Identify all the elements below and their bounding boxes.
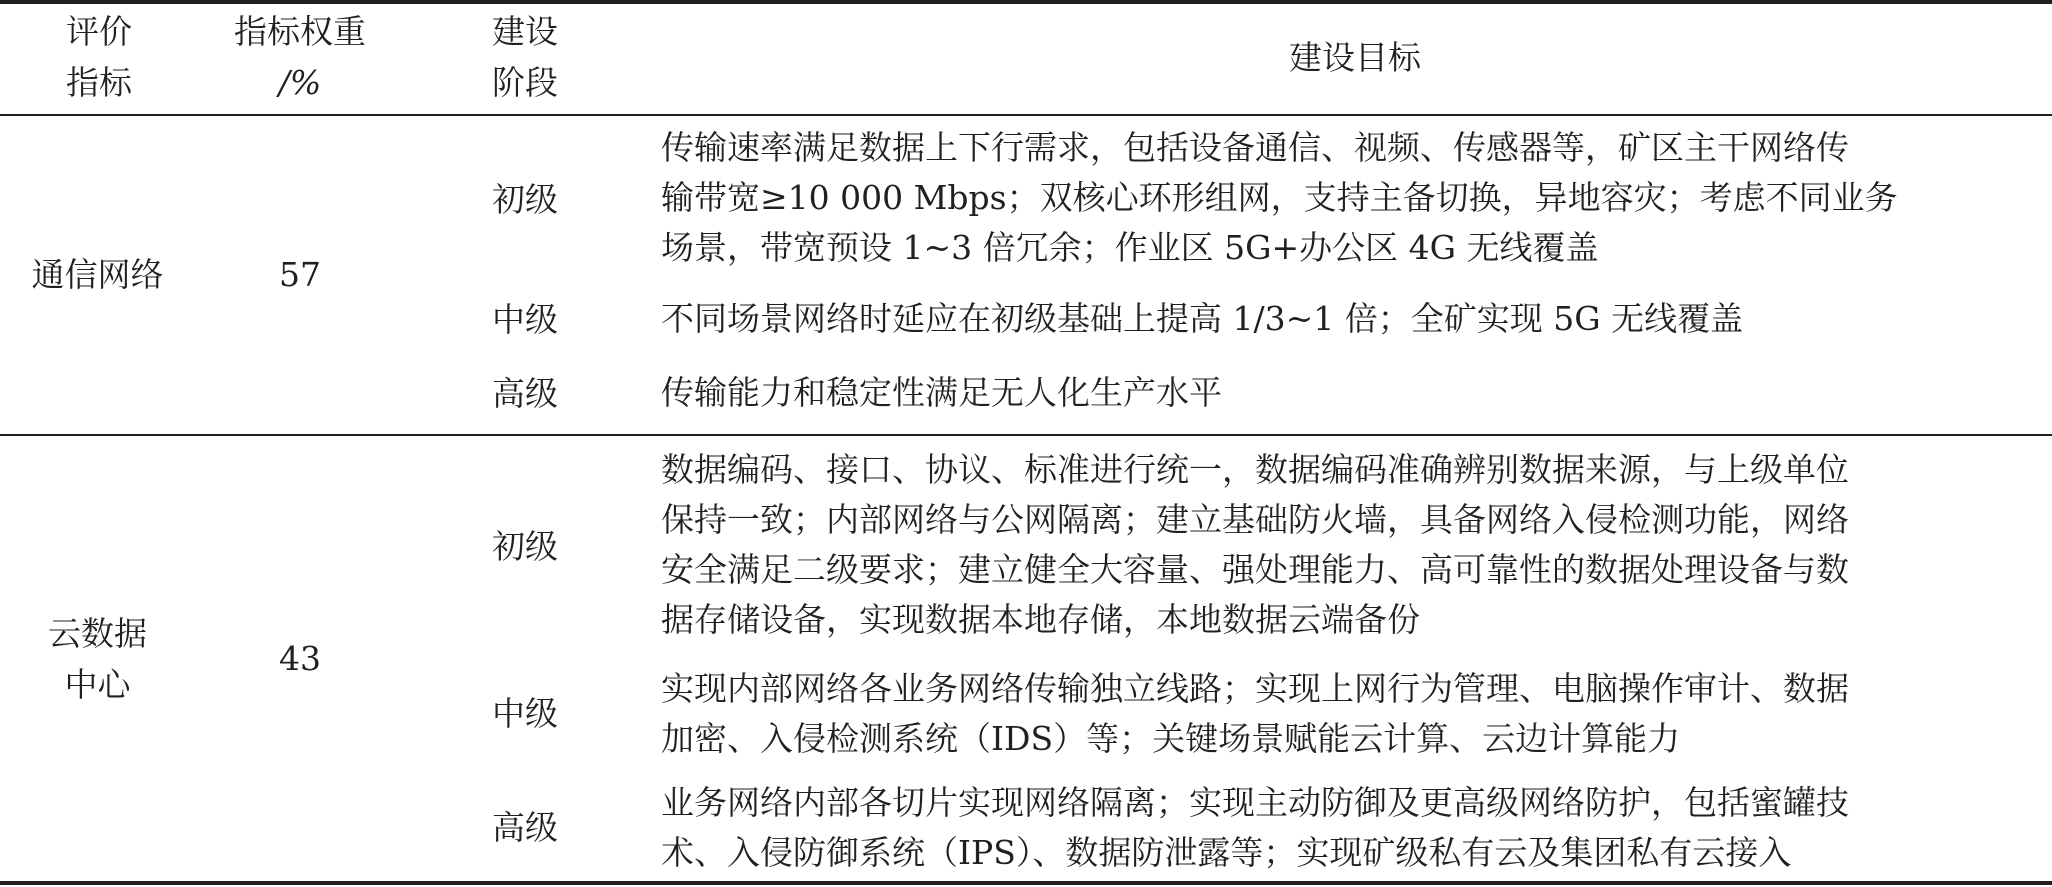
header-indicator <box>34 6 164 108</box>
row-indicator-cloud-line1: 云数据 <box>48 614 147 653</box>
header-weight <box>210 6 390 108</box>
row-indicator-comm <box>0 249 195 300</box>
header-weight-line1: 指标权重 <box>234 12 366 51</box>
goal-line: 传输能力和稳定性满足无人化生产水平 <box>661 373 1222 412</box>
row-indicator-cloud-line2: 中心 <box>64 665 131 704</box>
header-indicator-line1: 评价 <box>66 12 132 51</box>
header-stage <box>470 6 580 108</box>
header-goal: 建设目标 <box>1289 38 1421 77</box>
goal-line: 据存储设备，实现数据本地存储，本地数据云端备份 <box>661 600 1420 639</box>
goal-line: 加密、入侵检测系统（IDS）等；关键场景赋能云计算、云边计算能力 <box>661 719 1681 758</box>
header-indicator-line2: 指标 <box>66 63 132 102</box>
header-stage-line1: 建设 <box>492 12 558 51</box>
stage-cloud-mid: 中级 <box>492 694 558 733</box>
stage-comm-high: 高级 <box>492 374 558 413</box>
stage-cloud-high: 高级 <box>492 808 558 847</box>
table-bottom-rule <box>0 881 2052 885</box>
goal-cloud-mid <box>661 664 2047 764</box>
row-weight-comm: 57 <box>279 255 321 294</box>
goal-line: 术、入侵防御系统（IPS）、数据防泄露等；实现矿级私有云及集团私有云接入 <box>661 833 1792 872</box>
goal-cloud-basic <box>661 445 2047 645</box>
goal-line: 安全满足二级要求；建立健全大容量、强处理能力、高可靠性的数据处理设备与数 <box>661 550 1849 589</box>
row-separator-rule <box>0 434 2052 436</box>
goal-line: 保持一致；内部网络与公网隔离；建立基础防火墙，具备网络入侵检测功能，网络 <box>661 500 1849 539</box>
table-top-rule <box>0 0 2052 4</box>
goal-cloud-high <box>661 778 2047 878</box>
stage-comm-basic: 初级 <box>492 180 558 219</box>
goal-line: 传输速率满足数据上下行需求，包括设备通信、视频、传感器等，矿区主干网络传 <box>661 128 1849 167</box>
goal-comm-basic <box>661 123 2047 273</box>
goal-comm-high <box>661 368 2047 418</box>
goal-line: 实现内部网络各业务网络传输独立线路；实现上网行为管理、电脑操作审计、数据 <box>661 669 1849 708</box>
header-weight-line2: /% <box>278 63 322 102</box>
stage-cloud-basic: 初级 <box>492 527 558 566</box>
goal-comm-mid <box>661 294 2047 344</box>
goal-line: 业务网络内部各切片实现网络隔离；实现主动防御及更高级网络防护，包括蜜罐技 <box>661 783 1849 822</box>
row-weight-cloud: 43 <box>279 639 321 678</box>
row-indicator-comm-line1: 通信网络 <box>31 255 164 294</box>
stage-comm-mid: 中级 <box>492 300 558 339</box>
header-stage-line2: 阶段 <box>492 63 558 102</box>
goal-line: 不同场景网络时延应在初级基础上提高 1/3~1 倍；全矿实现 5G 无线覆盖 <box>661 299 1744 338</box>
goal-line: 数据编码、接口、协议、标准进行统一，数据编码准确辨别数据来源，与上级单位 <box>661 450 1849 489</box>
row-indicator-cloud <box>0 608 195 710</box>
goal-line: 输带宽≥10 000 Mbps；双核心环形组网，支持主备切换，异地容灾；考虑不同业务 <box>661 178 1898 217</box>
header-separator-rule <box>0 114 2052 116</box>
goal-line: 场景，带宽预设 1~3 倍冗余；作业区 5G+办公区 4G 无线覆盖 <box>661 228 1599 267</box>
